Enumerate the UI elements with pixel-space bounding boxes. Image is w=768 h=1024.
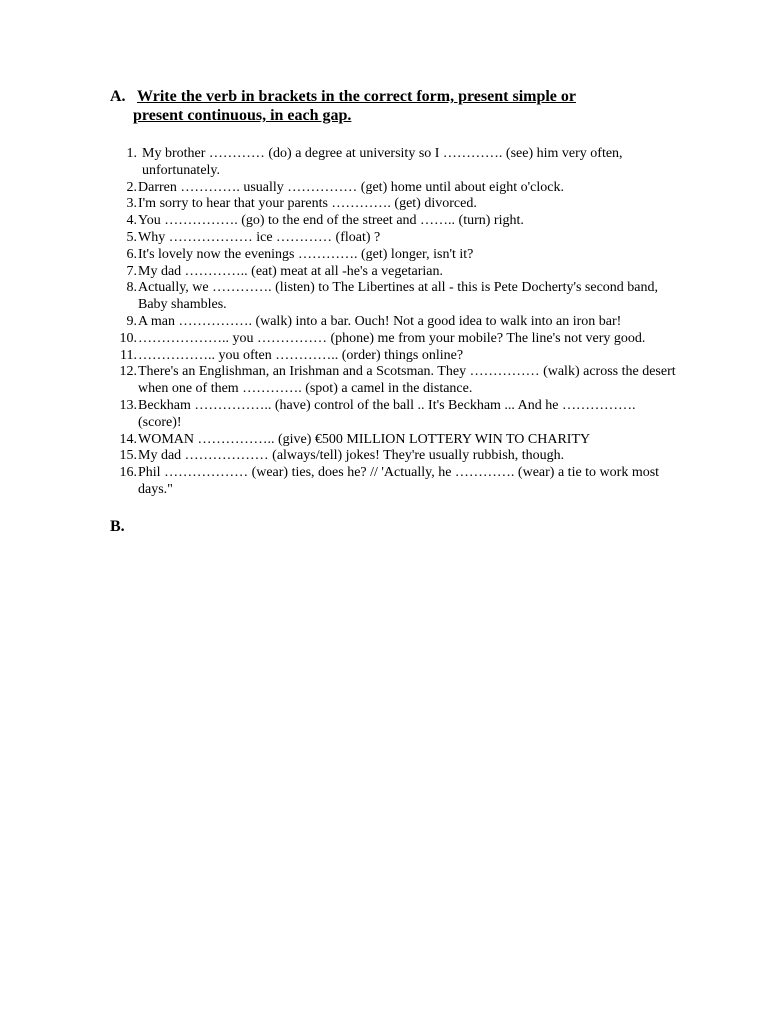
exercise-item	[110, 180, 680, 197]
exercise-number	[110, 331, 137, 348]
exercise-number	[110, 348, 137, 365]
exercise-number-label: 12.	[119, 364, 137, 380]
exercise-item	[110, 314, 680, 331]
exercise-number	[110, 180, 137, 197]
exercise-sentence: You ……………. (go) to the end of the street and …….. (turn) right.	[138, 213, 524, 229]
exercise-number-label: 14.	[119, 431, 137, 447]
exercise-number-label: 11.	[120, 347, 137, 363]
exercise-sentence: It's lovely now the evenings …………. (get) longer, isn't it?	[138, 246, 474, 262]
exercise-number-label: 3.	[126, 196, 137, 212]
exercise-sentence: Beckham …………….. (have) control of the ball .. It's Beckham ... And he ……………. (score)!	[138, 397, 636, 430]
exercise-item	[110, 213, 680, 230]
exercise-number-label: 2.	[126, 179, 137, 195]
exercise-number-label: 7.	[126, 263, 137, 279]
exercise-item	[110, 247, 680, 264]
exercise-number	[110, 264, 137, 281]
exercise-number	[110, 364, 137, 398]
exercise-number	[110, 146, 137, 180]
exercise-sentence: Actually, we …………. (listen) to The Libertines at all - this is Pete Docherty's second band, Baby shambles.	[138, 280, 659, 313]
exercise-sentence: There's an Englishman, an Irishman and a Scotsman. They …………… (walk) across the desert when one of them …………. (spot) a camel in the distance.	[138, 364, 676, 397]
exercise-number-label: 1.	[126, 146, 137, 161]
exercise-item	[110, 264, 680, 281]
exercise-sentence: My dad ……………… (always/tell) jokes! They're usually rubbish, though.	[138, 448, 565, 464]
section-b-letter: B.	[110, 518, 125, 535]
exercise-number-label: 16.	[119, 465, 137, 481]
exercise-item	[110, 432, 680, 449]
exercise-number-label: 10.	[119, 330, 137, 346]
exercise-number	[110, 280, 137, 314]
exercise-item	[110, 465, 680, 499]
exercise-number	[110, 432, 137, 449]
exercise-item	[110, 348, 680, 365]
exercise-number	[110, 213, 137, 230]
exercise-sentence: …………….. you often ………….. (order) things online?	[138, 347, 464, 363]
instruction-line-1: Write the verb in brackets in the correct form, present simple or	[137, 88, 577, 105]
exercise-item	[110, 331, 680, 348]
exercise-sentence: My dad ………….. (eat) meat at all -he's a vegetarian.	[138, 263, 443, 279]
exercise-number-label: 5.	[126, 229, 137, 245]
exercise-number-label: 15.	[119, 448, 137, 464]
section-a-letter: A.	[110, 88, 126, 105]
exercise-number-label: 9.	[126, 313, 137, 329]
exercise-item	[110, 196, 680, 213]
exercise-sentence: My brother ………… (do) a degree at university so I …………. (see) him very often, unfortunately.	[142, 146, 623, 178]
exercise-number-label: 4.	[126, 213, 137, 229]
exercise-item	[110, 448, 680, 465]
exercise-item	[110, 364, 680, 398]
section-a	[110, 87, 676, 497]
section-a-instruction	[133, 87, 577, 125]
section-a-heading	[110, 87, 670, 125]
exercise-item	[110, 280, 680, 314]
exercise-number-label: 8.	[126, 280, 137, 296]
exercise-sentence: WOMAN …………….. (give) €500 MILLION LOTTERY WIN TO CHARITY	[138, 431, 591, 447]
exercise-number	[110, 196, 137, 213]
exercise-number	[110, 448, 137, 465]
exercise-sentence: Why ……………… ice ………… (float) ?	[138, 229, 381, 245]
exercise-sentence: Phil ……………… (wear) ties, does he? // 'Actually, he …………. (wear) a tie to work most days."	[138, 465, 660, 497]
exercise-number-label: 6.	[126, 246, 137, 262]
exercise-item	[110, 398, 680, 432]
exercise-sentence: ……………….. you …………… (phone) me from your mobile? The line's not very good.	[138, 330, 646, 346]
exercise-item	[110, 230, 680, 247]
exercise-sentence: A man ……………. (walk) into a bar. Ouch! Not a good idea to walk into an iron bar!	[138, 313, 622, 329]
exercise-number	[110, 398, 137, 432]
exercise-number	[110, 230, 137, 247]
exercise-sentence: I'm sorry to hear that your parents …………. (get) divorced.	[138, 196, 477, 212]
exercise-item	[110, 146, 680, 180]
instruction-line-2: present continuous, in each gap.	[133, 107, 352, 124]
exercise-list	[110, 146, 680, 499]
exercise-number-label: 13.	[119, 397, 137, 413]
exercise-number	[110, 247, 137, 264]
exercise-sentence: Darren …………. usually …………… (get) home until about eight o'clock.	[138, 179, 564, 195]
exercise-number	[110, 465, 137, 499]
exercise-number	[110, 314, 137, 331]
